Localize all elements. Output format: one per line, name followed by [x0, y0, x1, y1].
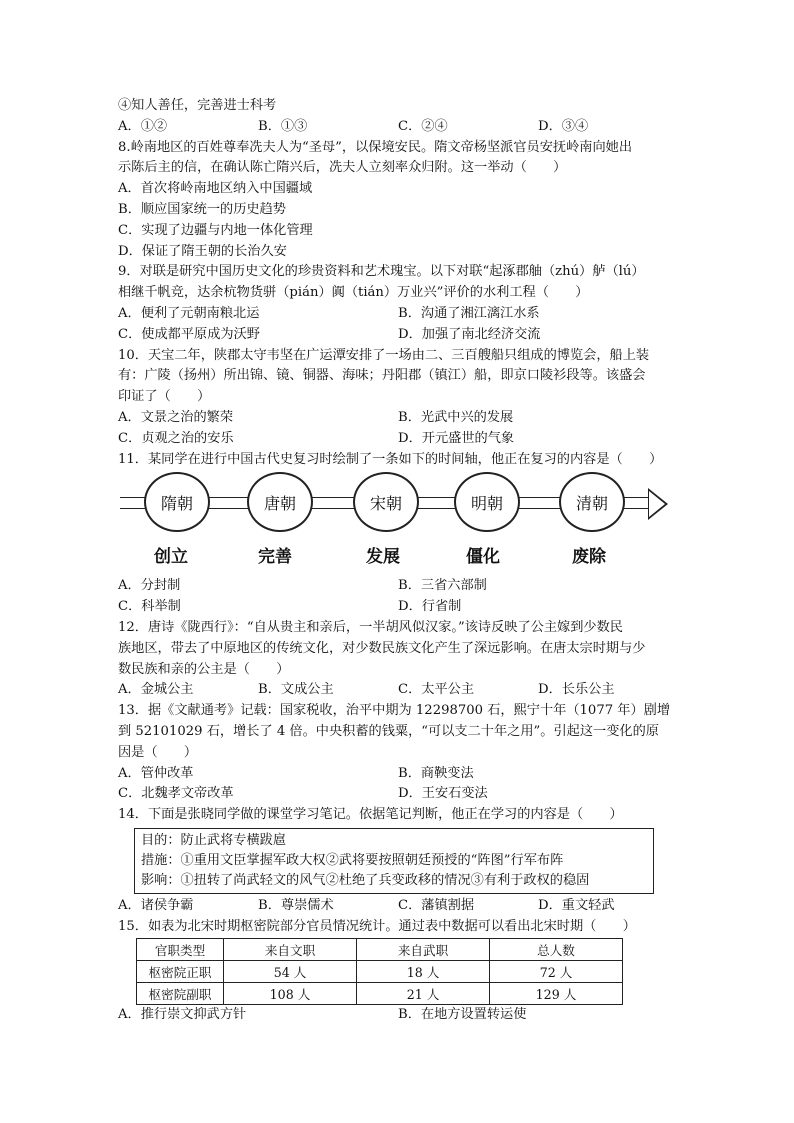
- q9-options-row1: [118, 304, 678, 325]
- q13-stem-line3: 因是（ ）: [118, 744, 198, 760]
- q12-stem-line3: 数民族和亲的公主是（ ）: [118, 661, 290, 677]
- q13-option-c[interactable]: C．北魏孝文帝改革: [118, 786, 234, 802]
- q8-option-a[interactable]: A．首次将岭南地区纳入中国疆域: [118, 181, 313, 197]
- exam-page: [118, 96, 678, 1025]
- q9-option-d[interactable]: D．加强了南北经济交流: [398, 326, 541, 342]
- q13-options-row1: [118, 764, 678, 785]
- q9-options-row2: [118, 325, 678, 346]
- q7-option-b[interactable]: B．①③: [258, 118, 308, 134]
- q14-options: [118, 896, 678, 917]
- q7-item4: ④知人善任，完善进士科考: [118, 98, 277, 113]
- table-row: [137, 982, 623, 1004]
- q14-option-a[interactable]: A．诸侯争霸: [118, 897, 194, 913]
- q10-option-d[interactable]: D．开元盛世的气象: [398, 430, 515, 446]
- timeline-stage-1: 创立: [154, 547, 188, 568]
- q10-option-b[interactable]: B．光武中兴的发展: [398, 409, 514, 425]
- q8-stem-line1: 8.岭南地区的百姓尊奉冼夫人为“圣母”，以保境安民。隋文帝杨坚派官员安抚岭南向她出: [118, 139, 632, 155]
- q11-options-row1: [118, 576, 678, 597]
- notes-impact: 影响：①扭转了尚武轻文的风气②杜绝了兵变政移的情况③有利于政权的稳固: [141, 872, 590, 888]
- q13-option-b[interactable]: B．商鞅变法: [398, 765, 474, 781]
- q14-option-c[interactable]: C．藩镇割据: [398, 897, 475, 913]
- q9-option-c[interactable]: C．使成都平原成为沃野: [118, 326, 260, 342]
- q10-options-row2: [118, 429, 678, 450]
- q10-stem-line1: 10．天宝二年，陕郡太守韦坚在广运潭安排了一场由二、三百艘船只组成的博览会，船上装: [118, 347, 650, 363]
- table-cell: 108 人: [224, 982, 357, 1004]
- timeline-stage-2: 完善: [258, 547, 292, 568]
- q9-option-b[interactable]: B．沟通了湘江漓江水系: [398, 305, 540, 321]
- table-cell: 枢密院副职: [137, 982, 224, 1004]
- table-cell: 21 人: [357, 982, 490, 1004]
- q10-option-c[interactable]: C．贞观之治的安乐: [118, 430, 234, 446]
- timeline-stage-5: 废除: [572, 547, 606, 568]
- q9-stem-line2: 相继千帆竞，达余杭物货骈（pián）阗（tián）万业兴”评价的水利工程（ ）: [118, 285, 589, 301]
- q15-option-a[interactable]: A．推行崇文抑武方针: [118, 1006, 247, 1022]
- timeline-node-ming: 明朝: [454, 472, 520, 532]
- study-notes-box: [134, 828, 654, 894]
- q12-stem-line1: 12．唐诗《陇西行》：“自从贵主和亲后，一半胡风似汉家。”该诗反映了公主嫁到少数民: [118, 619, 623, 635]
- q11-stem: 11．某同学在进行中国古代史复习时绘制了一条如下的时间轴，他正在复习的内容是（ ）: [118, 451, 663, 467]
- q8-option-c[interactable]: C．实现了边疆与内地一体化管理: [118, 222, 313, 238]
- q7-option-d[interactable]: D．③④: [538, 118, 589, 134]
- notes-purpose: 目的：防止武将专横跋扈: [141, 832, 287, 848]
- table-cell: 枢密院正职: [137, 960, 224, 982]
- q7-option-c[interactable]: C．②④: [398, 118, 448, 134]
- q14-stem: 14．下面是张晓同学做的课堂学习笔记。依据笔记判断，他正在学习的内容是（ ）: [118, 807, 623, 823]
- table-header-row: [137, 938, 623, 960]
- q13-stem-line2: 到 52101029 石，增长了 4 倍。中央积蓄的钱粟，“可以支二十年之用”。引起这一变化的原: [118, 723, 659, 739]
- q13-option-d[interactable]: D．王安石变法: [398, 786, 488, 802]
- table-cell: 72 人: [490, 960, 623, 982]
- q9-stem-line1: 9．对联是研究中国历史文化的珍贵资料和艺术瑰宝。以下对联“起涿郡舳（zhú）舻（lú）: [118, 264, 645, 280]
- q8-stem-line2: 示陈后主的信，在确认陈亡隋兴后，冼夫人立刻率众归附。这一举动（ ）: [118, 160, 567, 176]
- q8-option-b[interactable]: B．顺应国家统一的历史趋势: [118, 201, 286, 217]
- q12-options: [118, 680, 678, 701]
- q13-stem-line1: 13．据《文献通考》记载：国家税收，治平中期为 12298700 石，熙宁十年（1077 年）剧增: [118, 703, 671, 719]
- table-header-cell: 官职类型: [137, 938, 224, 960]
- q10-option-a[interactable]: A．文景之治的繁荣: [118, 409, 234, 425]
- q10-stem-line3: 印证了（ ）: [118, 389, 211, 405]
- table-header-cell: 来自文职: [224, 938, 357, 960]
- timeline-stage-4: 僵化: [466, 547, 500, 568]
- q12-option-a[interactable]: A．金城公主: [118, 682, 194, 698]
- timeline-stage-3: 发展: [366, 547, 400, 568]
- q11-option-b[interactable]: B．三省六部制: [398, 578, 487, 594]
- q8-option-d[interactable]: D．保证了隋王朝的长治久安: [118, 243, 287, 259]
- q12-option-d[interactable]: D．长乐公主: [538, 682, 615, 698]
- q10-stem-line2: 有：广陵（扬州）所出锦、镜、铜器、海味；丹阳郡（镇江）船，即京口陵衫段等。该盛会: [118, 368, 646, 384]
- q11-option-d[interactable]: D．行省制: [398, 599, 462, 615]
- table-cell: 18 人: [357, 960, 490, 982]
- q15-stem: 15．如表为北宋时期枢密院部分官员情况统计。通过表中数据可以看出北宋时期（ ）: [118, 918, 636, 934]
- q15-options-row1: [118, 1005, 678, 1026]
- q11-option-c[interactable]: C．科举制: [118, 599, 181, 615]
- timeline-node-song: 宋朝: [353, 472, 419, 532]
- timeline-node-sui: 隋朝: [144, 472, 210, 532]
- q10-options-row1: [118, 408, 678, 429]
- table-row: [137, 960, 623, 982]
- table-cell: 129 人: [490, 982, 623, 1004]
- q15-option-b[interactable]: B．在地方设置转运使: [398, 1006, 527, 1022]
- q7-option-a[interactable]: A．①②: [118, 118, 168, 134]
- table-cell: 54 人: [224, 960, 357, 982]
- q12-option-b[interactable]: B．文成公主: [258, 682, 334, 698]
- q9-option-a[interactable]: A．便利了元朝南粮北运: [118, 305, 260, 321]
- privy-council-table: [136, 938, 623, 1005]
- q11-option-a[interactable]: A．分封制: [118, 578, 181, 594]
- table-header-cell: 来自武职: [357, 938, 490, 960]
- q12-option-c[interactable]: C．太平公主: [398, 682, 475, 698]
- q7-options: [118, 117, 678, 138]
- timeline-node-tang: 唐朝: [247, 472, 313, 532]
- q13-options-row2: [118, 784, 678, 805]
- notes-measures: 措施：①重用文臣掌握军政大权②武将要按照朝廷预授的“阵图”行军布阵: [141, 852, 564, 868]
- timeline-node-qing: 清朝: [559, 472, 625, 532]
- dynasty-timeline: [118, 472, 678, 576]
- q14-option-d[interactable]: D．重文轻武: [538, 897, 615, 913]
- q12-stem-line2: 族地区，带去了中原地区的传统文化，对少数民族文化产生了深远影响。在唐太宗时期与少: [118, 640, 646, 656]
- q14-option-b[interactable]: B．尊崇儒术: [258, 897, 334, 913]
- q13-option-a[interactable]: A．管仲改革: [118, 765, 194, 781]
- q11-options-row2: [118, 597, 678, 618]
- table-header-cell: 总人数: [490, 938, 623, 960]
